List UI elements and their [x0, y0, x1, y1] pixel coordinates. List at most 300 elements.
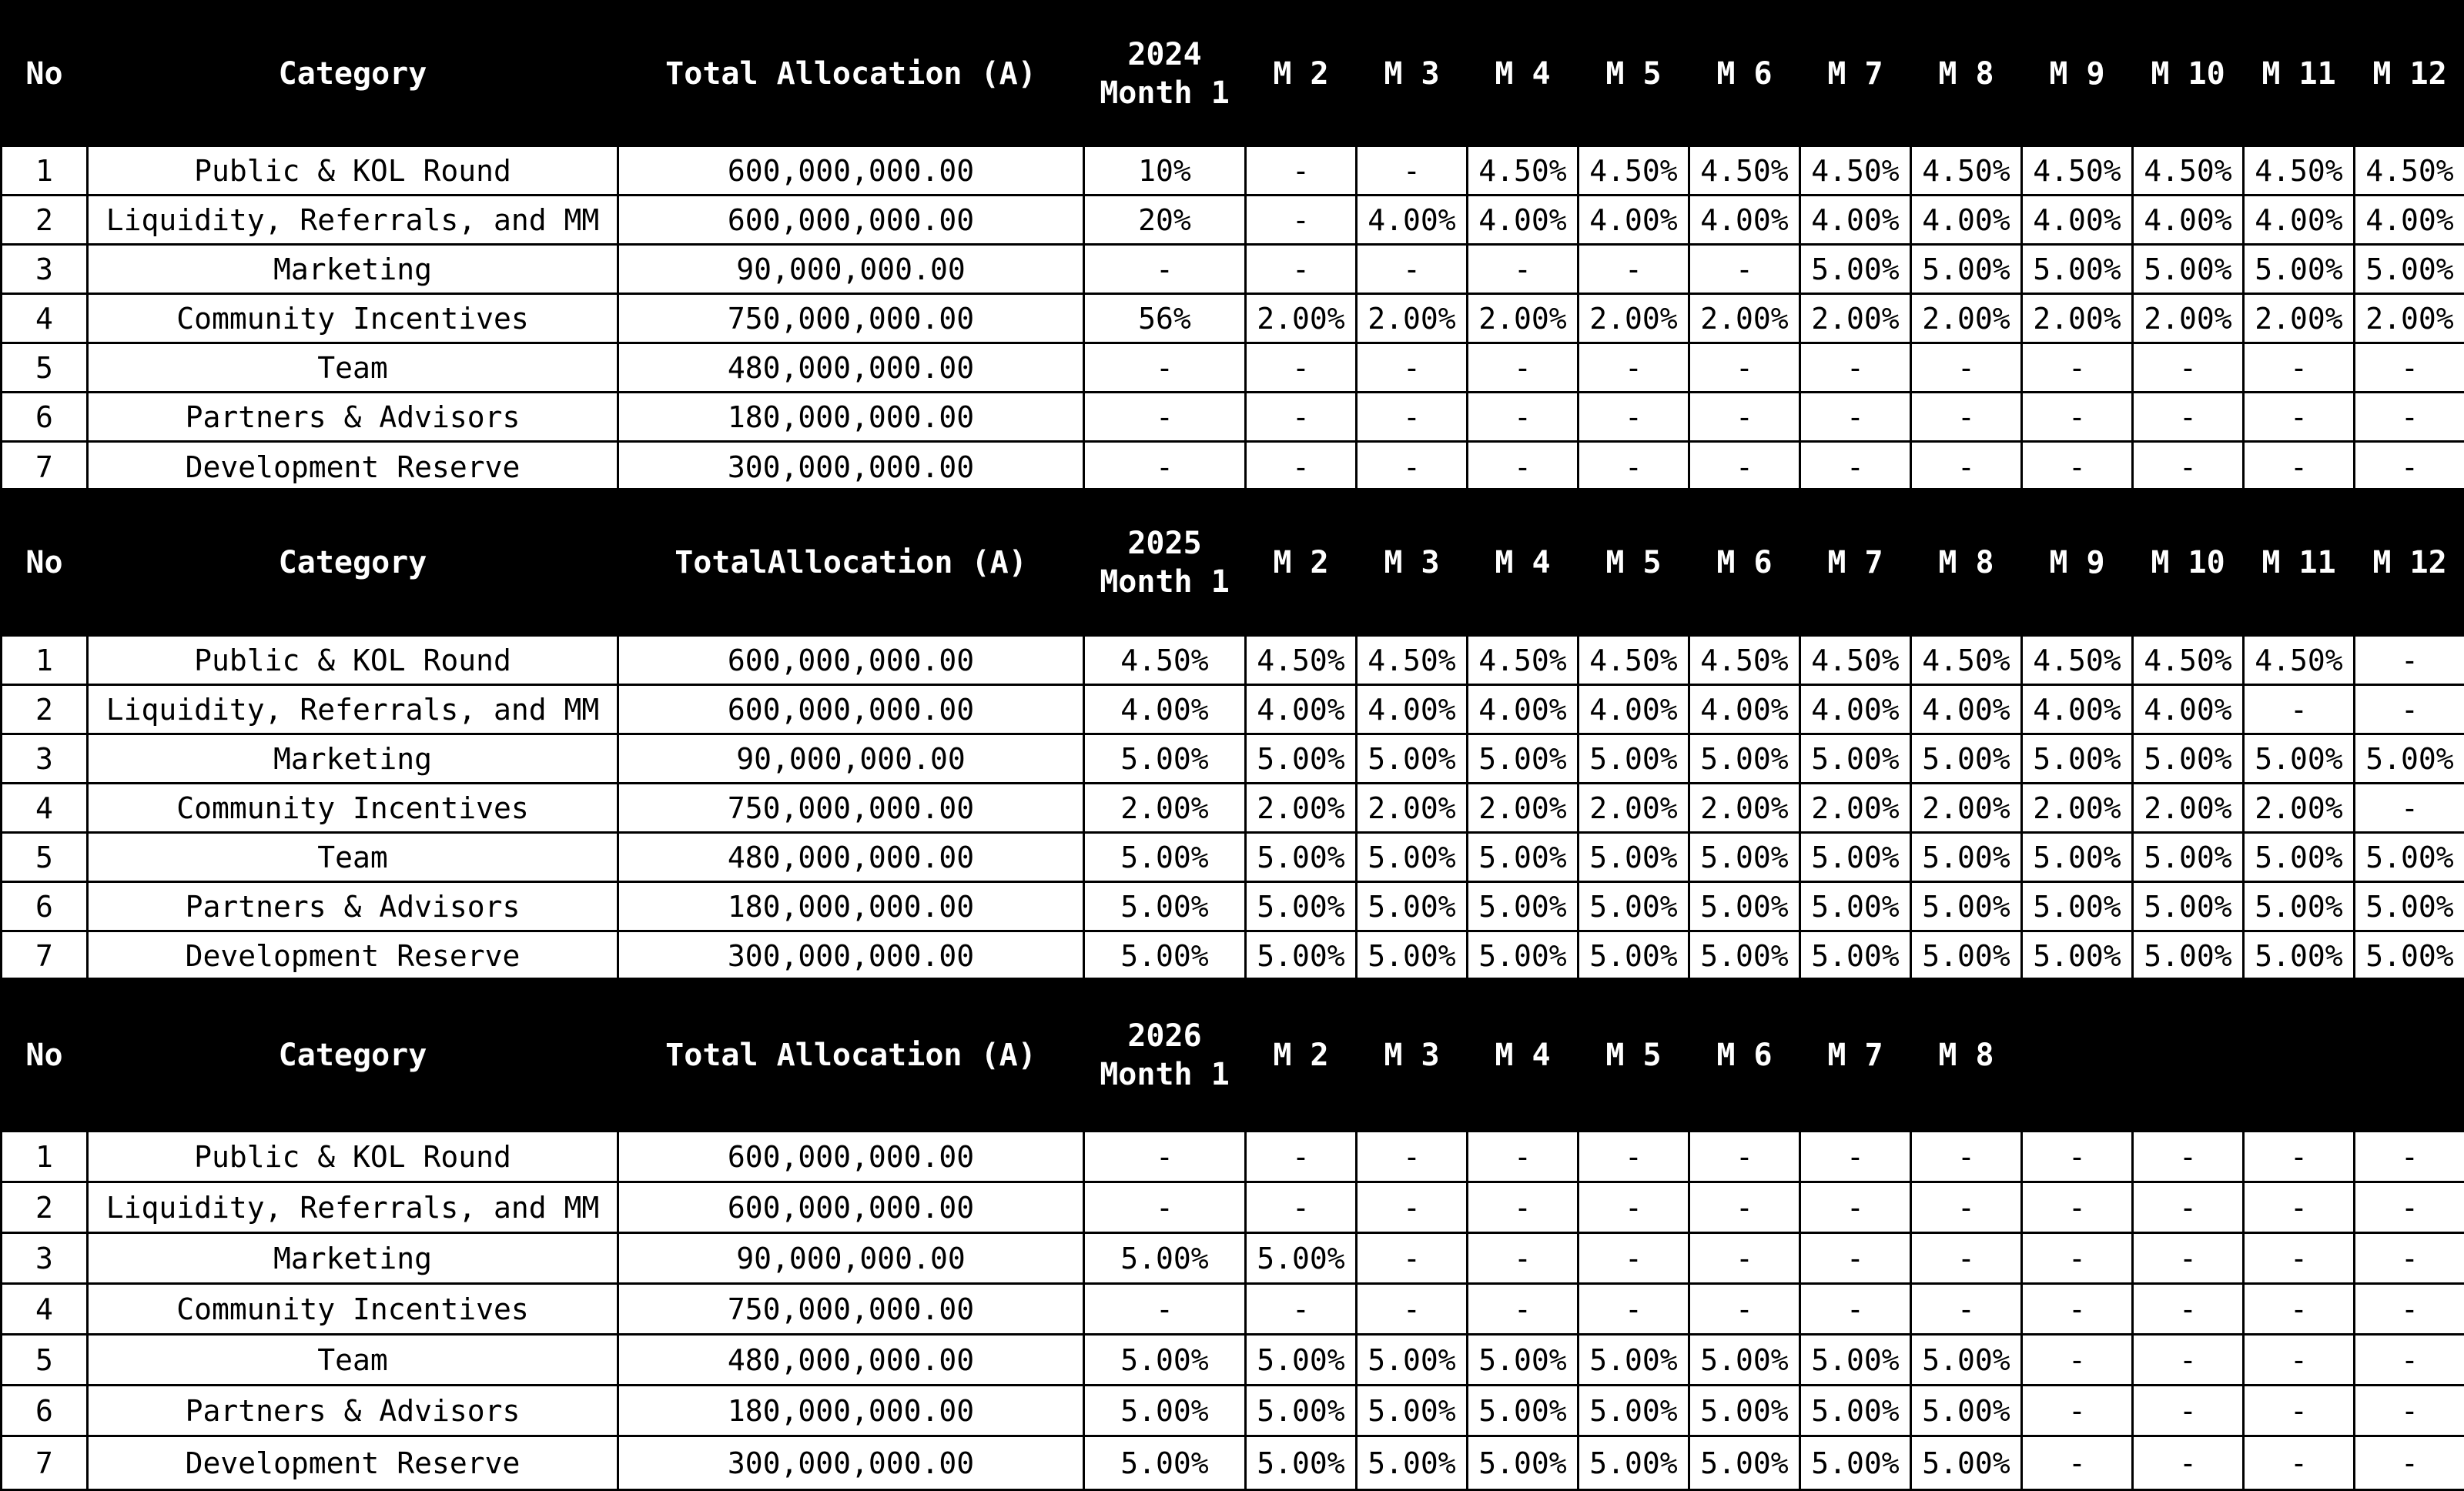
cell-category: Community Incentives — [88, 294, 618, 343]
cell-month-value: 5.00% — [1578, 734, 1689, 784]
table-header-row — [2, 2, 2464, 146]
cell-month-value: 4.00% — [1357, 685, 1468, 734]
cell-month-value: 4.50% — [2133, 636, 2244, 685]
table-row — [2, 294, 2464, 343]
cell-month-value: 5.00% — [1084, 1386, 1246, 1436]
cell-month-value: 4.00% — [1911, 685, 2022, 734]
cell-category: Liquidity, Referrals, and MM — [88, 196, 618, 245]
cell-category: Marketing — [88, 1233, 618, 1284]
cell-month-value: 2.00% — [2133, 784, 2244, 833]
cell-month-value: 5.00% — [2022, 245, 2133, 294]
cell-month-value: - — [1578, 343, 1689, 393]
cell-month-value: 5.00% — [2022, 882, 2133, 931]
cell-no: 2 — [2, 1182, 88, 1233]
cell-month-value: - — [1357, 343, 1468, 393]
cell-month-value: 5.00% — [2355, 245, 2464, 294]
cell-month-value: - — [2022, 1436, 2133, 1490]
cell-category: Development Reserve — [88, 1436, 618, 1490]
cell-month-value: 4.00% — [1468, 196, 1578, 245]
cell-month-value: - — [1578, 393, 1689, 442]
cell-month-value: - — [2355, 1182, 2464, 1233]
cell-month-value: 5.00% — [1084, 931, 1246, 981]
table-row — [2, 442, 2464, 493]
cell-month-value: 2.00% — [1689, 784, 1800, 833]
cell-month-value: - — [1246, 1132, 1357, 1182]
cell-total-allocation: 480,000,000.00 — [618, 833, 1084, 882]
cell-month-value: - — [1246, 146, 1357, 196]
header-month: M 4 — [1468, 2, 1578, 146]
cell-month-value: - — [1911, 1284, 2022, 1335]
cell-month-value: - — [2355, 784, 2464, 833]
cell-month-value: - — [1357, 1132, 1468, 1182]
cell-month-value: 5.00% — [1911, 1386, 2022, 1436]
cell-month-value: - — [1468, 1233, 1578, 1284]
cell-month-value: 2.00% — [2355, 294, 2464, 343]
cell-month-value: - — [1911, 1182, 2022, 1233]
header-month: M 11 — [2244, 490, 2355, 636]
cell-month-value: - — [1246, 196, 1357, 245]
cell-month-value: 5.00% — [1800, 245, 1911, 294]
cell-month-value: - — [2133, 1335, 2244, 1386]
table-row — [2, 685, 2464, 734]
cell-month-value: 5.00% — [2355, 882, 2464, 931]
cell-month-value: 5.00% — [1246, 1233, 1357, 1284]
cell-category: Partners & Advisors — [88, 882, 618, 931]
cell-category: Development Reserve — [88, 442, 618, 493]
cell-month-value: 5.00% — [2133, 734, 2244, 784]
header-month: M 6 — [1689, 2, 1800, 146]
cell-month-value: 2.00% — [1911, 784, 2022, 833]
cell-month-value: 5.00% — [1689, 1335, 1800, 1386]
cell-month-value: 5.00% — [1084, 1233, 1246, 1284]
cell-month-value: - — [2022, 1386, 2133, 1436]
cell-month-value: 4.00% — [1468, 685, 1578, 734]
cell-category: Team — [88, 343, 618, 393]
cell-month-value: 4.00% — [1800, 685, 1911, 734]
cell-month-value: 4.00% — [2355, 196, 2464, 245]
vesting-table-2025 — [0, 488, 2464, 981]
cell-month-value: 5.00% — [1800, 1436, 1911, 1490]
table-row — [2, 393, 2464, 442]
header-month: M 10 — [2133, 490, 2244, 636]
cell-category: Partners & Advisors — [88, 1386, 618, 1436]
cell-month-value: - — [1911, 1132, 2022, 1182]
cell-month-value: 5.00% — [2355, 833, 2464, 882]
header-month: M 12 — [2355, 490, 2464, 636]
cell-month-value: 5.00% — [1468, 1335, 1578, 1386]
cell-month-value: - — [1689, 393, 1800, 442]
cell-month-value: 5.00% — [1084, 1335, 1246, 1386]
cell-total-allocation: 600,000,000.00 — [618, 146, 1084, 196]
cell-month-value: - — [2022, 1335, 2133, 1386]
cell-no: 4 — [2, 294, 88, 343]
cell-month-value: 4.50% — [2133, 146, 2244, 196]
table-row — [2, 833, 2464, 882]
cell-total-allocation: 480,000,000.00 — [618, 1335, 1084, 1386]
cell-no: 5 — [2, 343, 88, 393]
cell-month-value: 5.00% — [1578, 931, 1689, 981]
cell-month-value: - — [1084, 343, 1246, 393]
cell-month-value: - — [1468, 1132, 1578, 1182]
header-month: M 6 — [1689, 979, 1800, 1132]
cell-month-value: 4.50% — [2355, 146, 2464, 196]
cell-month-value: 5.00% — [1468, 931, 1578, 981]
cell-no: 3 — [2, 734, 88, 784]
cell-month-value: - — [1084, 442, 1246, 493]
header-month: M 7 — [1800, 2, 1911, 146]
cell-month-value: 5.00% — [1468, 1436, 1578, 1490]
cell-month-value: 4.00% — [2022, 196, 2133, 245]
cell-month-value: - — [1578, 1233, 1689, 1284]
cell-category: Development Reserve — [88, 931, 618, 981]
cell-month-value: 5.00% — [1578, 1436, 1689, 1490]
header-month: M 4 — [1468, 979, 1578, 1132]
cell-category: Public & KOL Round — [88, 636, 618, 685]
cell-month-value: 5.00% — [1246, 734, 1357, 784]
cell-month-value: 5.00% — [1357, 1335, 1468, 1386]
cell-month-value: 5.00% — [1911, 734, 2022, 784]
cell-month-value: 20% — [1084, 196, 1246, 245]
header-month: M 3 — [1357, 490, 1468, 636]
cell-total-allocation: 750,000,000.00 — [618, 1284, 1084, 1335]
cell-month-value: 5.00% — [1689, 734, 1800, 784]
vesting-table-2026 — [0, 978, 2464, 1491]
header-month-1 — [1084, 490, 1246, 636]
cell-month-value: 5.00% — [1084, 734, 1246, 784]
header-year: 2026 — [1085, 1017, 1244, 1055]
header-month: M 5 — [1578, 979, 1689, 1132]
cell-month-value: - — [1468, 1182, 1578, 1233]
cell-month-value: 5.00% — [1468, 882, 1578, 931]
cell-month-value: 5.00% — [1084, 882, 1246, 931]
cell-month-value: 5.00% — [1578, 882, 1689, 931]
header-month: M 4 — [1468, 490, 1578, 636]
cell-total-allocation: 750,000,000.00 — [618, 784, 1084, 833]
cell-no: 4 — [2, 784, 88, 833]
cell-month-value: 4.50% — [1578, 636, 1689, 685]
cell-month-value: 4.00% — [1246, 685, 1357, 734]
cell-month-value: 2.00% — [2244, 294, 2355, 343]
cell-month-value: 4.00% — [1800, 196, 1911, 245]
table-row — [2, 1335, 2464, 1386]
cell-month-value: - — [2244, 1284, 2355, 1335]
cell-month-value: 2.00% — [2022, 294, 2133, 343]
cell-total-allocation: 90,000,000.00 — [618, 734, 1084, 784]
header-year: 2025 — [1085, 524, 1244, 563]
cell-month-value: - — [2244, 1182, 2355, 1233]
cell-month-value: 5.00% — [1468, 734, 1578, 784]
cell-total-allocation: 600,000,000.00 — [618, 196, 1084, 245]
cell-month-value: - — [1689, 1132, 1800, 1182]
cell-month-value: 2.00% — [1800, 784, 1911, 833]
cell-month-value: - — [1689, 1284, 1800, 1335]
cell-month-value: 5.00% — [2022, 734, 2133, 784]
cell-month-value: 5.00% — [2133, 882, 2244, 931]
cell-month-value: - — [2244, 1436, 2355, 1490]
cell-month-value: 2.00% — [1911, 294, 2022, 343]
table-row — [2, 1284, 2464, 1335]
cell-month-value: - — [1800, 1132, 1911, 1182]
cell-month-value: - — [1246, 442, 1357, 493]
cell-month-value: 5.00% — [2355, 931, 2464, 981]
cell-month-value: 5.00% — [1911, 931, 2022, 981]
header-category: Category — [88, 490, 618, 636]
cell-month-value: 5.00% — [1578, 833, 1689, 882]
header-month: M 5 — [1578, 2, 1689, 146]
cell-month-value: - — [2244, 442, 2355, 493]
cell-month-value: 4.50% — [1800, 636, 1911, 685]
cell-month-value: 4.50% — [1689, 146, 1800, 196]
cell-month-value: 5.00% — [1578, 1386, 1689, 1436]
cell-month-value: 2.00% — [2133, 294, 2244, 343]
table-row — [2, 146, 2464, 196]
cell-month-value: 5.00% — [1246, 882, 1357, 931]
cell-month-value: - — [2133, 1386, 2244, 1436]
table-row — [2, 1436, 2464, 1490]
cell-no: 3 — [2, 1233, 88, 1284]
cell-total-allocation: 180,000,000.00 — [618, 1386, 1084, 1436]
header-month: M 3 — [1357, 2, 1468, 146]
cell-category: Marketing — [88, 734, 618, 784]
cell-month-value: 4.00% — [1689, 685, 1800, 734]
cell-month-value: 10% — [1084, 146, 1246, 196]
header-month-1 — [1084, 979, 1246, 1132]
cell-total-allocation: 300,000,000.00 — [618, 442, 1084, 493]
cell-month-value: 4.50% — [1911, 636, 2022, 685]
cell-month-value: - — [2133, 343, 2244, 393]
header-no: No — [2, 2, 88, 146]
cell-total-allocation: 180,000,000.00 — [618, 393, 1084, 442]
cell-month-value: - — [2022, 1233, 2133, 1284]
header-month — [2133, 979, 2244, 1132]
cell-month-value: - — [2355, 636, 2464, 685]
cell-month-value: 4.50% — [1800, 146, 1911, 196]
cell-month-value: 5.00% — [2133, 245, 2244, 294]
cell-month-value: - — [1800, 1284, 1911, 1335]
header-month: M 2 — [1246, 979, 1357, 1132]
cell-month-value: - — [1578, 442, 1689, 493]
cell-month-value: - — [2022, 1284, 2133, 1335]
cell-month-value: - — [1578, 1284, 1689, 1335]
header-month — [2244, 979, 2355, 1132]
cell-no: 7 — [2, 931, 88, 981]
cell-category: Community Incentives — [88, 784, 618, 833]
cell-month-value: - — [2244, 685, 2355, 734]
cell-month-value: 4.00% — [1578, 685, 1689, 734]
cell-month-value: 2.00% — [1578, 784, 1689, 833]
header-total-allocation: Total Allocation (A) — [618, 979, 1084, 1132]
cell-month-value: - — [1578, 1132, 1689, 1182]
cell-month-value: - — [1911, 442, 2022, 493]
cell-month-value: 5.00% — [1357, 734, 1468, 784]
cell-month-value: 5.00% — [1357, 882, 1468, 931]
cell-month-value: 5.00% — [1911, 1335, 2022, 1386]
cell-no: 5 — [2, 833, 88, 882]
cell-month-value: - — [2244, 1233, 2355, 1284]
cell-month-value: 2.00% — [1357, 294, 1468, 343]
cell-month-value: - — [1689, 1182, 1800, 1233]
cell-month-value: - — [2355, 1436, 2464, 1490]
cell-month-value: 5.00% — [1911, 245, 2022, 294]
header-month: M 11 — [2244, 2, 2355, 146]
cell-month-value: - — [2244, 1132, 2355, 1182]
header-month: M 6 — [1689, 490, 1800, 636]
cell-month-value: 5.00% — [1800, 882, 1911, 931]
header-month: M 10 — [2133, 2, 2244, 146]
cell-month-value: - — [1084, 1284, 1246, 1335]
cell-month-value: 4.50% — [2244, 636, 2355, 685]
cell-category: Public & KOL Round — [88, 1132, 618, 1182]
cell-month-value: - — [1468, 245, 1578, 294]
cell-month-value: 5.00% — [1357, 833, 1468, 882]
cell-no: 1 — [2, 146, 88, 196]
cell-month-value: - — [1800, 393, 1911, 442]
cell-month-value: 5.00% — [1689, 931, 1800, 981]
cell-month-value: 5.00% — [1911, 1436, 2022, 1490]
cell-month-value: 5.00% — [2022, 931, 2133, 981]
cell-month-value: 4.50% — [1468, 636, 1578, 685]
cell-total-allocation: 600,000,000.00 — [618, 685, 1084, 734]
cell-total-allocation: 300,000,000.00 — [618, 1436, 1084, 1490]
cell-month-value: - — [2244, 343, 2355, 393]
cell-total-allocation: 600,000,000.00 — [618, 636, 1084, 685]
cell-month-value: 5.00% — [1357, 1386, 1468, 1436]
cell-no: 4 — [2, 1284, 88, 1335]
header-year: 2024 — [1085, 35, 1244, 74]
cell-month-value: 5.00% — [2133, 833, 2244, 882]
cell-month-value: 4.00% — [2133, 196, 2244, 245]
cell-month-value: 5.00% — [1689, 833, 1800, 882]
cell-month-value: 5.00% — [1911, 833, 2022, 882]
cell-month-value: 4.00% — [1578, 196, 1689, 245]
header-month-1-label: Month 1 — [1085, 1055, 1244, 1094]
cell-no: 3 — [2, 245, 88, 294]
cell-category: Liquidity, Referrals, and MM — [88, 1182, 618, 1233]
cell-month-value: 2.00% — [1468, 784, 1578, 833]
cell-month-value: 5.00% — [1468, 833, 1578, 882]
cell-month-value: - — [2022, 1182, 2133, 1233]
cell-category: Community Incentives — [88, 1284, 618, 1335]
cell-month-value: 5.00% — [1911, 882, 2022, 931]
cell-month-value: 5.00% — [2244, 833, 2355, 882]
cell-month-value: - — [2022, 442, 2133, 493]
cell-month-value: 2.00% — [1246, 784, 1357, 833]
cell-month-value: 2.00% — [1357, 784, 1468, 833]
cell-month-value: - — [2022, 393, 2133, 442]
header-month: M 2 — [1246, 490, 1357, 636]
table-header-row — [2, 490, 2464, 636]
table-row — [2, 882, 2464, 931]
header-month: M 8 — [1911, 2, 2022, 146]
cell-month-value: 5.00% — [1689, 882, 1800, 931]
vesting-table-2024 — [0, 0, 2464, 493]
cell-no: 2 — [2, 685, 88, 734]
cell-total-allocation: 750,000,000.00 — [618, 294, 1084, 343]
table-row — [2, 931, 2464, 981]
cell-month-value: - — [1468, 442, 1578, 493]
cell-month-value: - — [1800, 1182, 1911, 1233]
cell-month-value: 5.00% — [2022, 833, 2133, 882]
cell-month-value: 5.00% — [1357, 931, 1468, 981]
cell-no: 6 — [2, 882, 88, 931]
table-row — [2, 196, 2464, 245]
cell-month-value: - — [1689, 245, 1800, 294]
cell-month-value: - — [2133, 1182, 2244, 1233]
cell-month-value: - — [1357, 1182, 1468, 1233]
cell-month-value: - — [2133, 1132, 2244, 1182]
header-month: M 7 — [1800, 979, 1911, 1132]
cell-month-value: - — [1911, 393, 2022, 442]
cell-month-value: 4.50% — [1911, 146, 2022, 196]
table-row — [2, 245, 2464, 294]
cell-month-value: 5.00% — [1246, 931, 1357, 981]
header-month: M 5 — [1578, 490, 1689, 636]
cell-month-value: - — [1800, 343, 1911, 393]
cell-month-value: - — [2022, 343, 2133, 393]
cell-no: 6 — [2, 1386, 88, 1436]
cell-month-value: - — [1357, 442, 1468, 493]
table-row — [2, 636, 2464, 685]
cell-month-value: - — [1800, 1233, 1911, 1284]
cell-month-value: - — [1468, 343, 1578, 393]
header-month: M 9 — [2022, 2, 2133, 146]
header-month: M 12 — [2355, 2, 2464, 146]
cell-month-value: - — [2133, 1284, 2244, 1335]
cell-category: Team — [88, 1335, 618, 1386]
cell-month-value: - — [1689, 343, 1800, 393]
table-row — [2, 1233, 2464, 1284]
cell-month-value: - — [1357, 245, 1468, 294]
cell-month-value: - — [1084, 1132, 1246, 1182]
cell-month-value: - — [1357, 146, 1468, 196]
cell-month-value: - — [2355, 393, 2464, 442]
header-month-1-label: Month 1 — [1085, 563, 1244, 601]
cell-month-value: - — [1357, 1233, 1468, 1284]
cell-month-value: 5.00% — [1689, 1436, 1800, 1490]
cell-total-allocation: 600,000,000.00 — [618, 1132, 1084, 1182]
cell-month-value: 2.00% — [1246, 294, 1357, 343]
cell-month-value: 5.00% — [2244, 245, 2355, 294]
table-row — [2, 734, 2464, 784]
cell-month-value: - — [1246, 393, 1357, 442]
cell-month-value: - — [2133, 442, 2244, 493]
cell-month-value: - — [2355, 1233, 2464, 1284]
cell-month-value: 5.00% — [1800, 931, 1911, 981]
cell-month-value: - — [1246, 1182, 1357, 1233]
cell-month-value: - — [2355, 1335, 2464, 1386]
cell-month-value: 5.00% — [1800, 1386, 1911, 1436]
cell-month-value: 4.50% — [2244, 146, 2355, 196]
header-no: No — [2, 490, 88, 636]
cell-month-value: 2.00% — [1800, 294, 1911, 343]
cell-category: Marketing — [88, 245, 618, 294]
cell-month-value: - — [2355, 343, 2464, 393]
cell-month-value: 4.50% — [1246, 636, 1357, 685]
cell-month-value: 5.00% — [1468, 1386, 1578, 1436]
cell-total-allocation: 480,000,000.00 — [618, 343, 1084, 393]
cell-total-allocation: 300,000,000.00 — [618, 931, 1084, 981]
cell-month-value: 4.00% — [2133, 685, 2244, 734]
cell-month-value: - — [2022, 1132, 2133, 1182]
cell-month-value: 4.50% — [1468, 146, 1578, 196]
cell-month-value: - — [1357, 1284, 1468, 1335]
cell-no: 1 — [2, 1132, 88, 1182]
cell-month-value: 2.00% — [2022, 784, 2133, 833]
cell-month-value: 4.50% — [2022, 636, 2133, 685]
header-month: M 9 — [2022, 490, 2133, 636]
cell-month-value: 5.00% — [1578, 1335, 1689, 1386]
cell-month-value: - — [1689, 442, 1800, 493]
